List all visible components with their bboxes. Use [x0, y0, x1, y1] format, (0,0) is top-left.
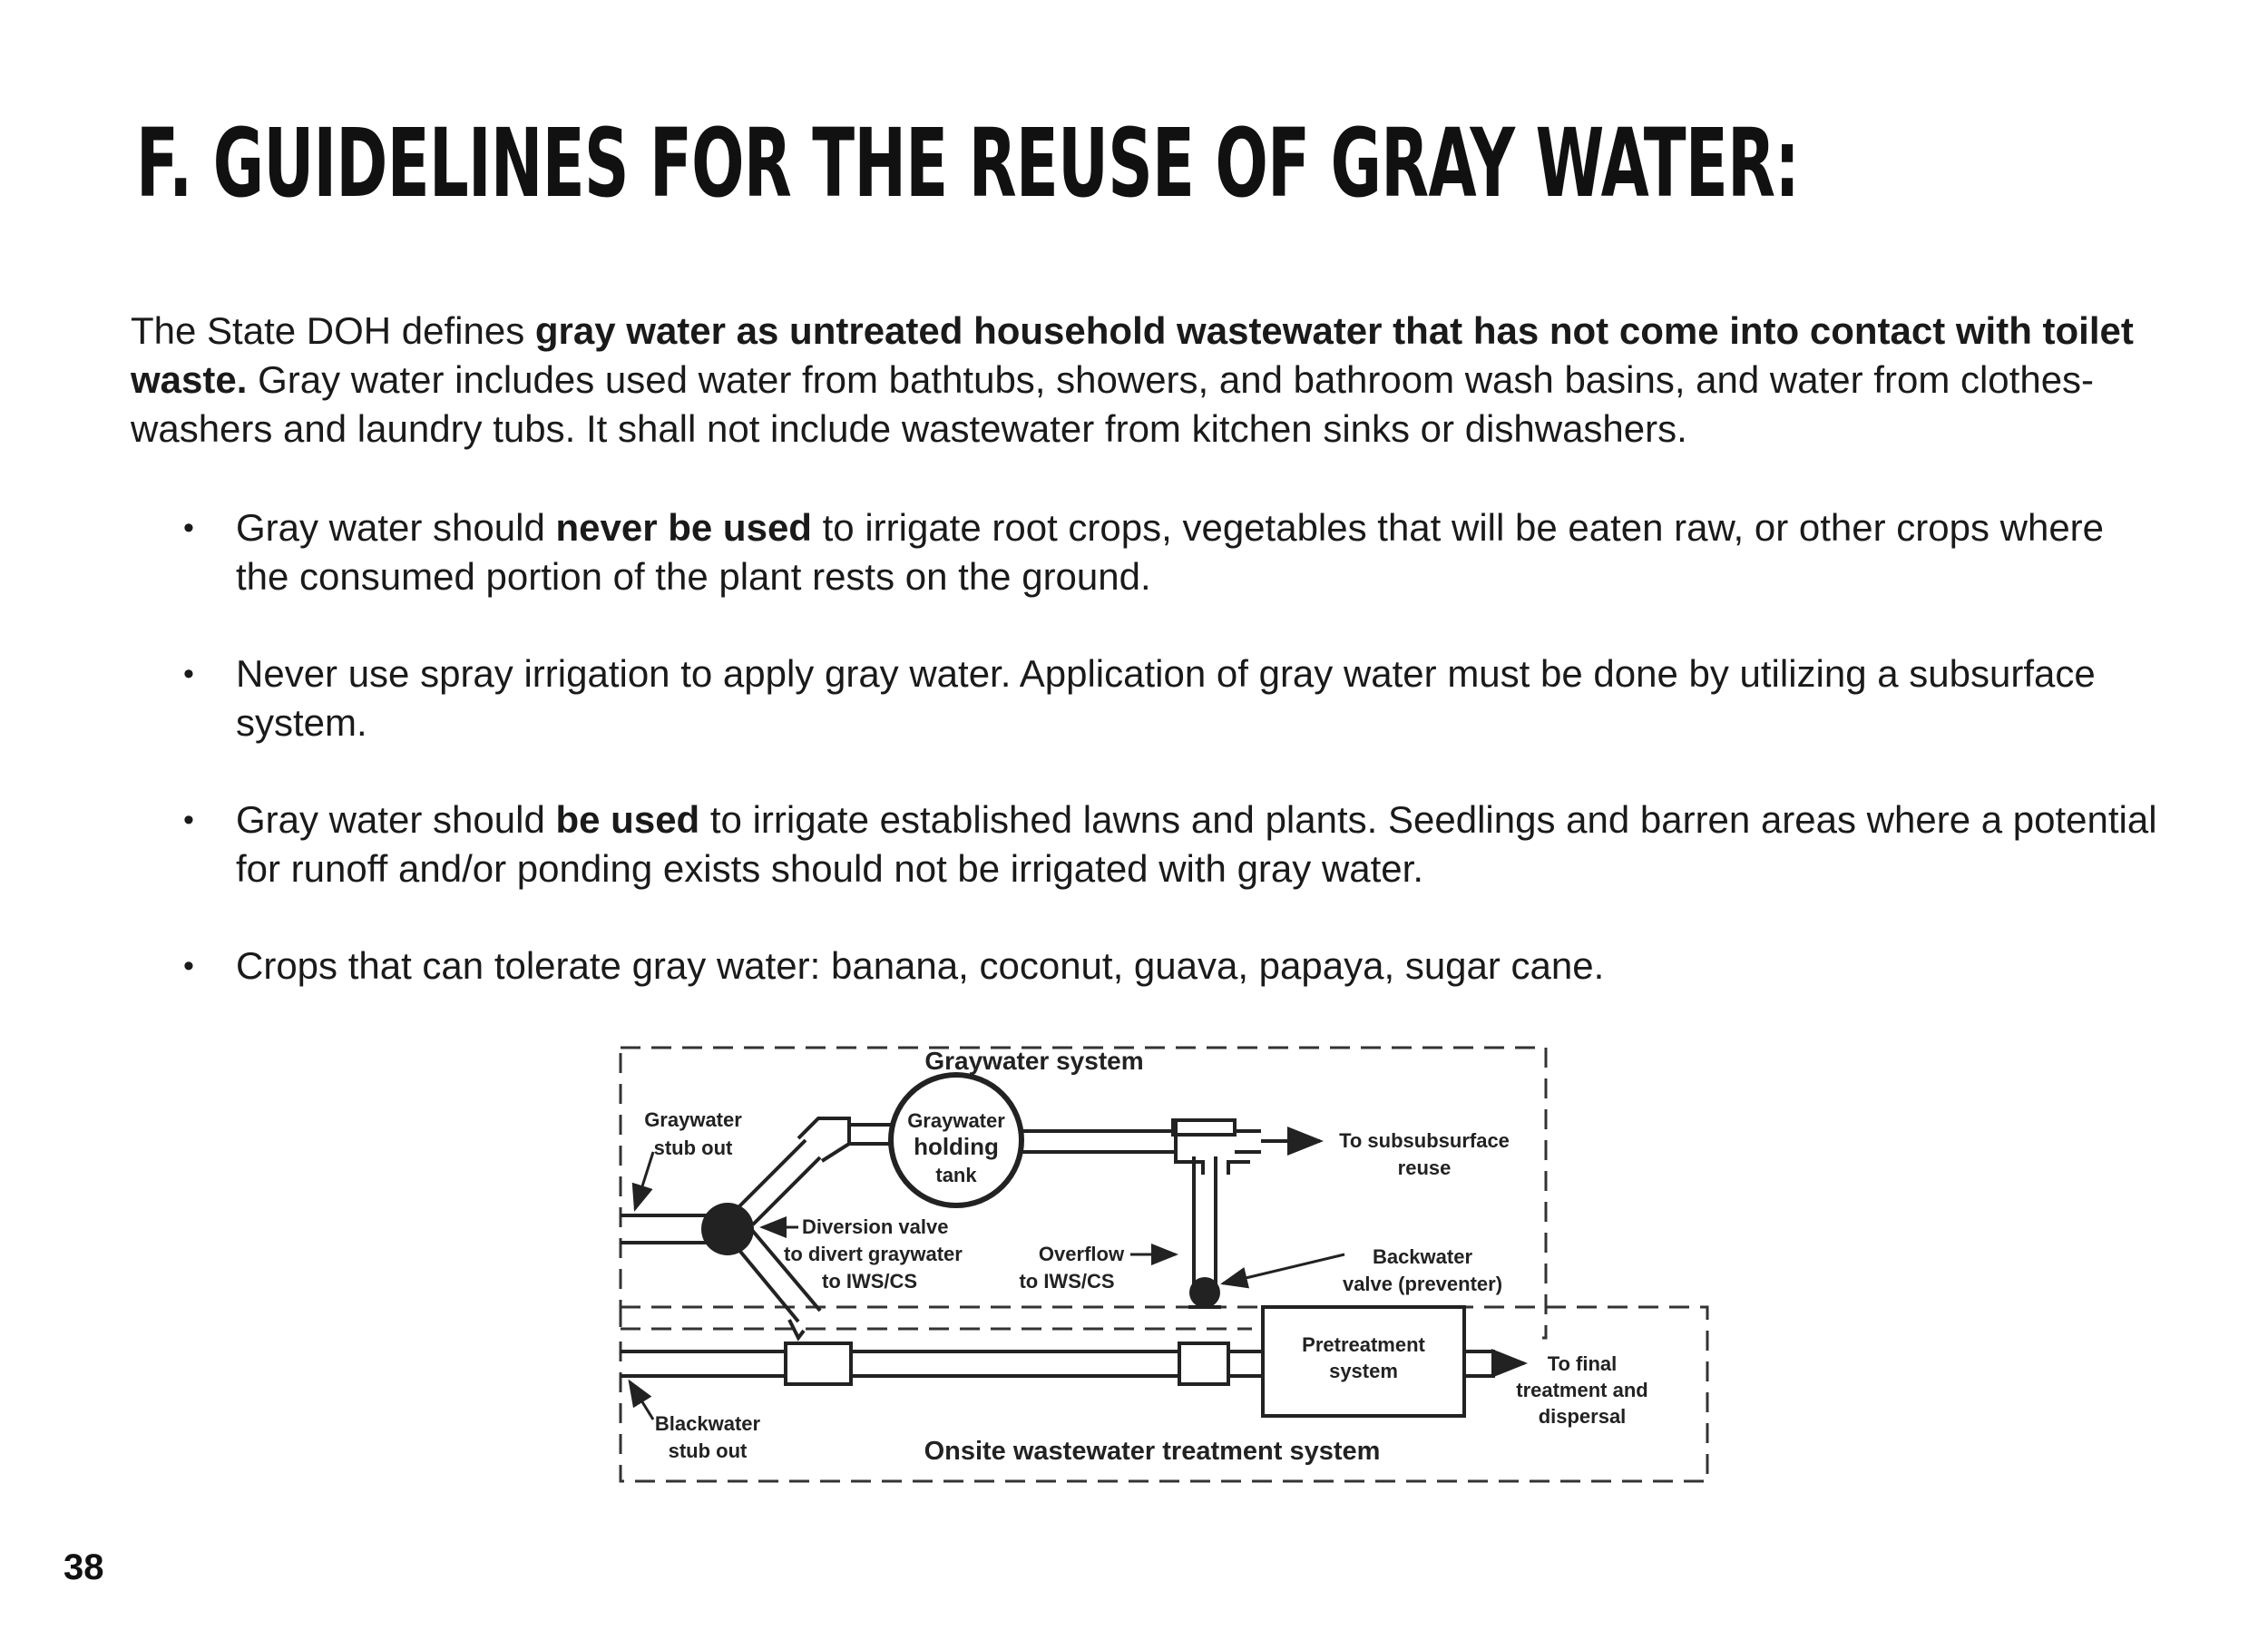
list-item-text: to irrigate established lawns and plants. Seedlings and barren areas where a potential for runoff and/or ponding exists should not be irrigated with gray water. [236, 798, 2157, 890]
tank-label: tank [935, 1164, 977, 1186]
overflow-label: to IWS/CS [1019, 1270, 1115, 1293]
bullet-icon: • [183, 511, 194, 545]
graywater-stub-label: stub out [653, 1137, 733, 1159]
list-item [131, 649, 2163, 747]
list-item-bold: be used [555, 798, 700, 841]
overflow-label: Overflow [1038, 1243, 1125, 1265]
pretreatment-label: system [1329, 1360, 1398, 1382]
graywater-system-label: Graywater system [924, 1047, 1144, 1075]
list-item-text: Crops that can tolerate gray water: banana, coconut, guava, papaya, sugar cane. [236, 944, 1605, 987]
list-item [131, 942, 2163, 990]
blackwater-stub-label: stub out [668, 1439, 748, 1462]
page-number: 38 [64, 1547, 104, 1587]
list-item-text: to irrigate root crops, vegetables that will be eaten raw, or other crops where the consumed portion of the plant rests on the ground. [236, 506, 2105, 598]
intro-paragraph [131, 307, 2163, 454]
graywater-system-diagram [617, 1039, 1724, 1492]
diversion-valve-label: to divert graywater [784, 1243, 963, 1265]
blackwater-stub-label: Blackwater [654, 1412, 761, 1435]
backwater-valve-label: Backwater [1372, 1245, 1473, 1268]
final-treatment-label: To final [1547, 1352, 1618, 1375]
bullet-icon: • [183, 949, 194, 983]
page-title: F. GUIDELINES FOR THE REUSE OF GRAY WATER: [136, 108, 1800, 219]
list-item [131, 795, 2163, 893]
list-item-text: Gray water should [236, 506, 556, 549]
diversion-valve-label: to IWS/CS [822, 1270, 918, 1293]
subsurface-reuse-label: To subsubsurface [1339, 1129, 1510, 1152]
list-item [131, 503, 2163, 601]
tank-label: Graywater [907, 1109, 1005, 1132]
list-item-text: Gray water should [236, 798, 556, 841]
intro-text-2: Gray water includes used water from bathtubs, showers, and bathroom wash basins, and water from clothes-washers and laundry tubs. It shall not include wastewater from kitchen sinks or dishwashers. [131, 358, 2095, 450]
intro-definition-bold: gray water as untreated household wastewater that has not come into contact with toilet waste. [131, 309, 2134, 401]
graywater-stub-label: Graywater [644, 1108, 742, 1131]
guideline-list [131, 503, 2163, 1039]
list-item-bold: never be used [555, 506, 812, 549]
diversion-valve [701, 1203, 754, 1255]
pretreatment-label: Pretreatment [1302, 1333, 1425, 1356]
bullet-icon: • [183, 803, 194, 837]
list-item-text: Never use spray irrigation to apply gray water. Application of gray water must be done by utilizing a subsurface system. [236, 652, 2096, 744]
subsurface-reuse-label: reuse [1397, 1156, 1452, 1179]
final-treatment-label: treatment and [1516, 1379, 1648, 1401]
final-treatment-label: dispersal [1538, 1405, 1627, 1428]
bullet-icon: • [183, 657, 194, 691]
tank-label: holding [914, 1133, 999, 1160]
onsite-system-label: Onsite wastewater treatment system [924, 1437, 1381, 1466]
backwater-valve-label: valve (preventer) [1342, 1273, 1503, 1295]
diversion-valve-label: Diversion valve [802, 1215, 949, 1238]
backwater-valve [1189, 1277, 1220, 1308]
intro-text-1: The State DOH defines [131, 309, 535, 352]
